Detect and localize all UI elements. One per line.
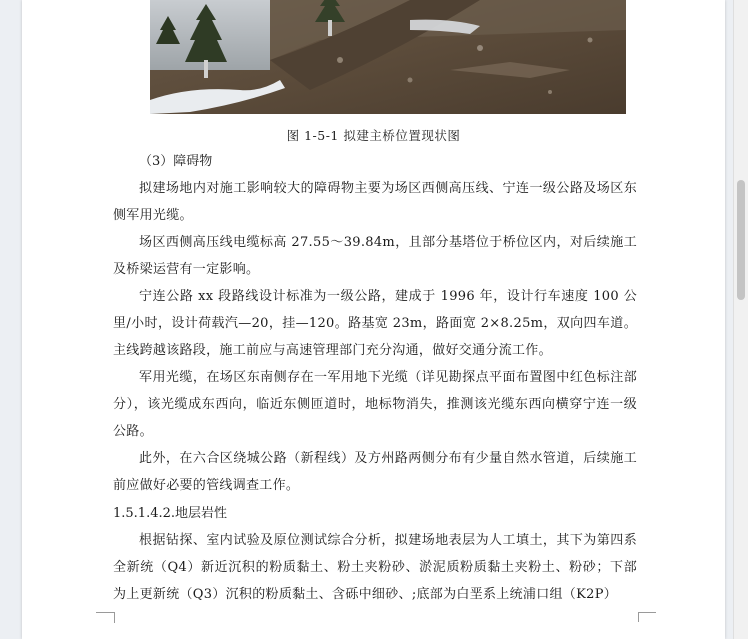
margin-mark-right-horizontal [638, 612, 656, 613]
bridge-site-photo [150, 0, 626, 114]
vertical-scrollbar[interactable] [733, 0, 748, 639]
margin-mark-left-horizontal [96, 612, 114, 613]
scrollbar-thumb[interactable] [737, 180, 745, 300]
obstacles-heading: （3）障碍物 [139, 154, 213, 169]
strata-heading: 1.5.1.4.2.地层岩性 [113, 506, 228, 521]
document-page [22, 0, 725, 639]
obstacles-paragraph-4: 军用光缆，在场区东南侧存在一军用地下光缆（详见勘探点平面布置图中红色标注部分），该光缆成东西向，临近东侧匝道时，地标物消失，推测该光缆东西向横穿宁连一级公路。 [113, 370, 637, 439]
obstacles-paragraph-3: 宁连公路 xx 段路线设计标准为一级公路，建成于 1996 年，设计行车速度 100 公里/小时，设计荷载汽—20，挂—120。路基宽 23m，路面宽 2×8.25m，双向四车道。主线跨越该路段，施工前应与高速管理部门充分沟通，做好交通分流工作。 [113, 289, 637, 358]
margin-mark-left [114, 612, 115, 623]
obstacles-paragraph-2: 场区西侧高压线电缆标高 27.55～39.84m，且部分基塔位于桥位区内，对后续施工及桥梁运营有一定影响。 [113, 235, 637, 277]
figure-caption: 图 1-5-1 拟建主桥位置现状图 [286, 128, 461, 143]
obstacles-paragraph-1: 拟建场地内对施工影响较大的障碍物主要为场区西侧高压线、宁连一级公路及场区东侧军用光缆。 [113, 181, 637, 223]
margin-mark-right [638, 612, 639, 622]
obstacles-paragraph-5: 此外，在六合区绕城公路（新程线）及方州路两侧分布有少量自然水管道，后续施工前应做好必要的管线调查工作。 [113, 451, 637, 493]
strata-paragraph: 根据钻探、室内试验及原位测试综合分析，拟建场地表层为人工填土，其下为第四系全新统（Q4）新近沉积的粉质黏土、粉土夹粉砂、淤泥质粉质黏土夹粉土、粉砂；下部为上更新统（Q3）沉积的粉质黏土、含砾中细砂、;底部为白垩系上统浦口组（K2P） [113, 533, 637, 602]
